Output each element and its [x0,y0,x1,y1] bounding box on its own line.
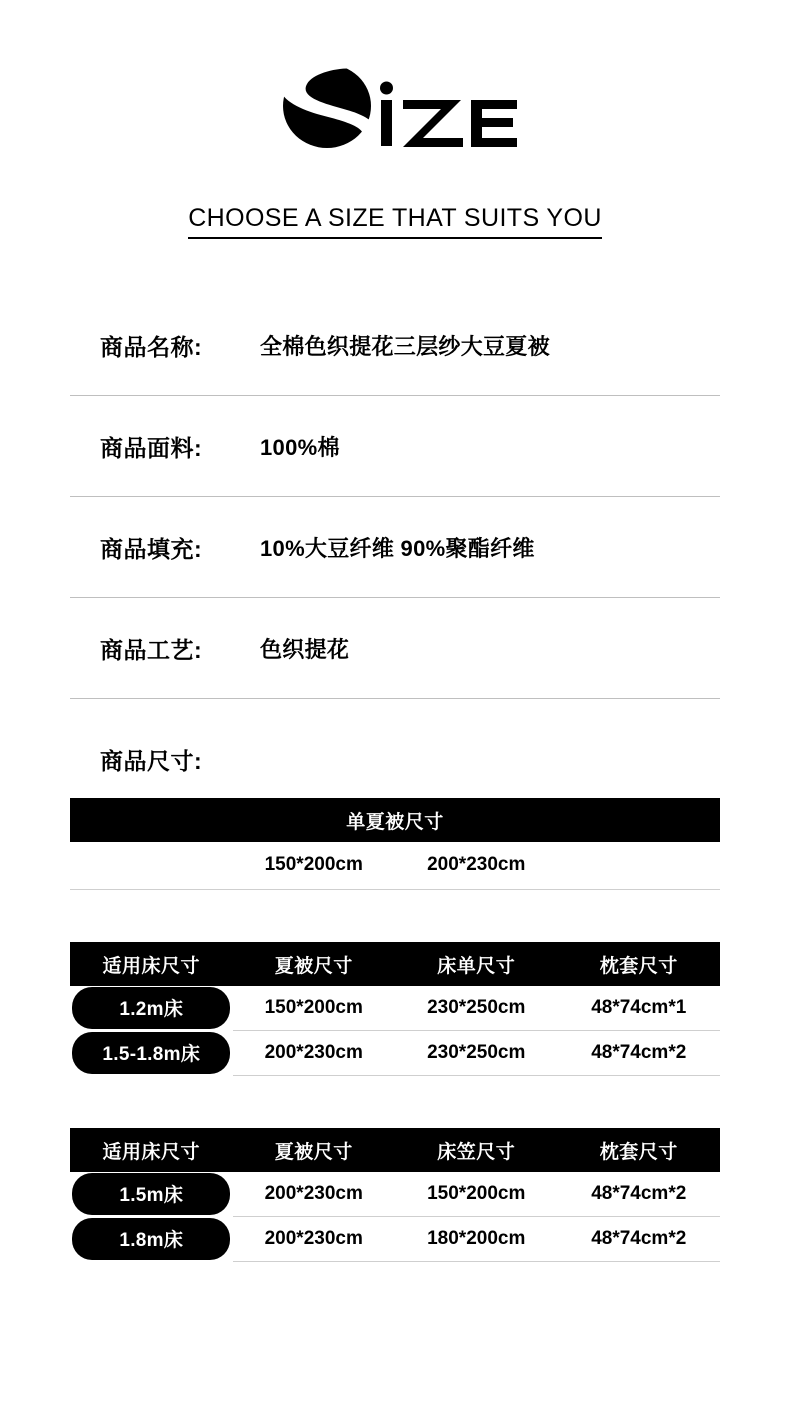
page-subtitle [0,204,790,233]
table-header-row [70,798,720,842]
table-header-row [70,1128,720,1172]
spec-value: 色织提花 [260,636,350,662]
single-quilt-title: 单夏被尺寸 [70,798,720,842]
spec-label: 商品名称: [100,333,203,360]
status-badge: 1.5-1.8m床 [72,1032,230,1074]
spacer-cell [558,842,721,890]
fitted-sheet-set-table [70,1128,720,1262]
bed-sheet-set-table [70,942,720,1076]
table-row [70,1172,720,1217]
spec-label: 商品面料: [100,434,203,461]
quilt-size-cell: 200*230cm [233,1217,396,1262]
spec-row [70,497,720,598]
single-quilt-option: 200*230cm [395,842,558,890]
table-row [70,842,720,890]
single-quilt-option: 150*200cm [233,842,396,890]
column-header-bed: 适用床尺寸 [70,1128,233,1172]
spec-value: 100%棉 [260,434,340,460]
table-row [70,986,720,1031]
single-quilt-table [70,798,720,890]
pillow-size-cell: 48*74cm*2 [558,1172,721,1217]
pillow-size-cell: 48*74cm*2 [558,1031,721,1076]
size-guide-page [0,58,790,1427]
quilt-size-cell: 200*230cm [233,1172,396,1217]
spec-value: 全棉色织提花三层纱大豆夏被 [260,333,550,359]
column-header-quilt: 夏被尺寸 [233,942,396,986]
spec-list [70,295,720,699]
page-subtitle-text: CHOOSE A SIZE THAT SUITS YOU [188,204,602,239]
bed-size-cell [70,986,233,1031]
column-header-sheet: 床笠尺寸 [395,1128,558,1172]
bed-size-cell [70,1172,233,1217]
divider-gap [0,890,790,920]
pillow-size-cell: 48*74cm*1 [558,986,721,1031]
column-header-sheet: 床单尺寸 [395,942,558,986]
sheet-size-cell: 150*200cm [395,1172,558,1217]
pillow-size-cell: 48*74cm*2 [558,1217,721,1262]
table-header-row [70,942,720,986]
spec-label: 商品工艺: [100,636,203,663]
quilt-size-cell: 200*230cm [233,1031,396,1076]
spec-label: 商品填充: [100,535,203,562]
spacer-cell [70,842,233,890]
table-row [70,1031,720,1076]
table-row [70,1217,720,1262]
status-badge: 1.5m床 [72,1173,230,1215]
spec-row [70,598,720,699]
quilt-size-cell: 150*200cm [233,986,396,1031]
column-header-pillow: 枕套尺寸 [558,942,721,986]
sheet-size-cell: 230*250cm [395,1031,558,1076]
status-badge: 1.8m床 [72,1218,230,1260]
bed-size-cell [70,1217,233,1262]
sheet-size-cell: 230*250cm [395,986,558,1031]
logo-wrap [0,58,790,198]
column-header-quilt: 夏被尺寸 [233,1128,396,1172]
bed-size-cell [70,1031,233,1076]
column-header-bed: 适用床尺寸 [70,942,233,986]
size-wordmark-icon [265,58,525,168]
size-section-heading: 商品尺寸: [100,748,203,774]
spec-row [70,396,720,497]
divider-gap [0,1076,790,1106]
spec-value: 10%大豆纤维 90%聚酯纤维 [260,535,535,561]
sheet-size-cell: 180*200cm [395,1217,558,1262]
status-badge: 1.2m床 [72,987,230,1029]
column-header-pillow: 枕套尺寸 [558,1128,721,1172]
spec-row [70,295,720,396]
